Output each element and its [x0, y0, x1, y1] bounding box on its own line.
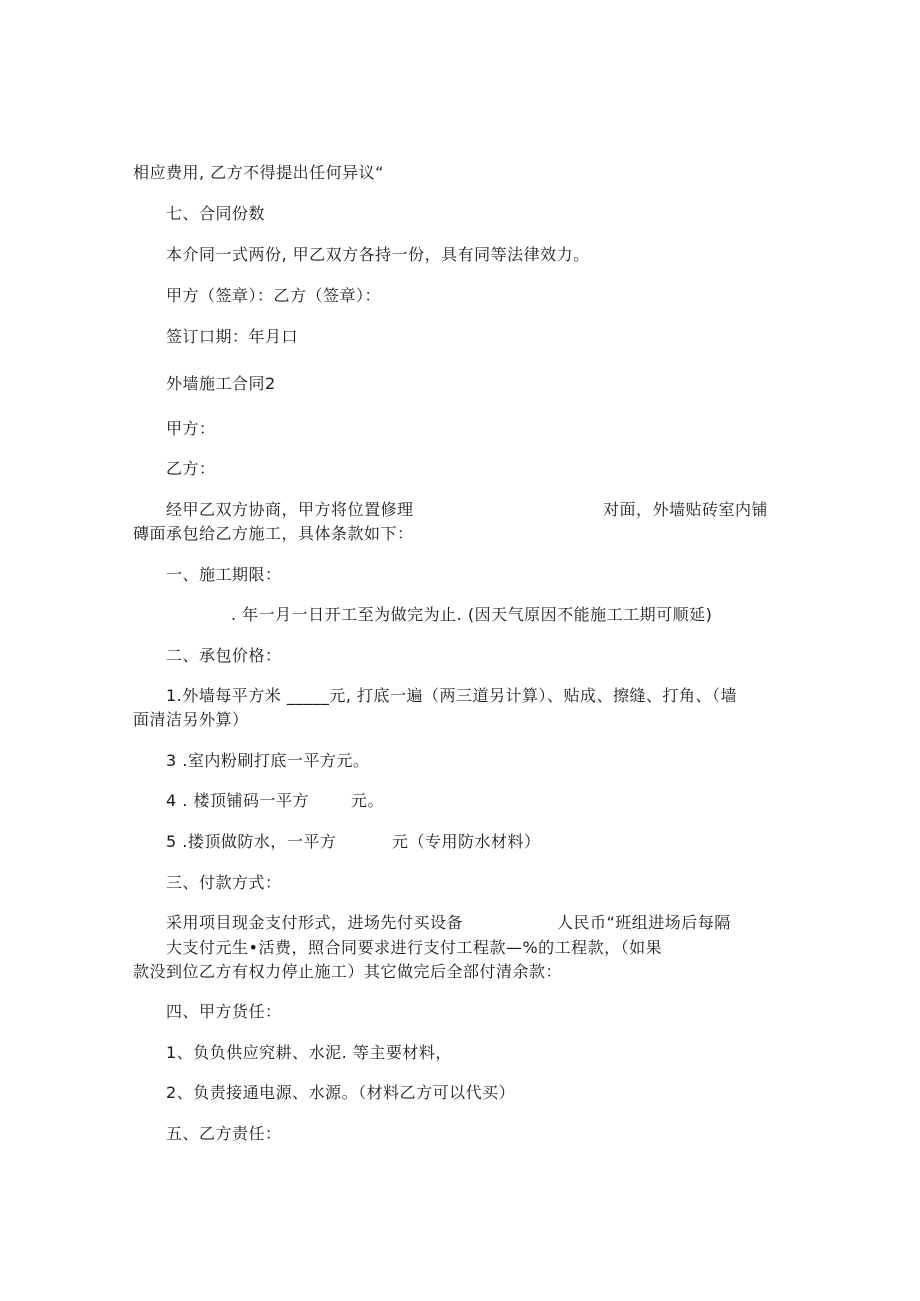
section-heading: 五、乙方责任：	[166, 1124, 282, 1143]
text-line: 采用项目现金支付形式，进场先付买设备	[166, 913, 464, 932]
party-a-label: 甲方：	[166, 419, 216, 438]
signature-line: 甲方（签章）：乙方（签章）：	[166, 286, 382, 305]
text-line: 元（专用防水材料）	[392, 832, 541, 851]
section-heading: 一、施工期限：	[166, 565, 282, 584]
sign-date-line: 签订口期：年月口	[166, 327, 299, 346]
text-line: 2、负责接通电源、水源。（材料乙方可以代买）	[166, 1083, 516, 1102]
text-line: . 年一月一日开工至为做完为止. (因天气原因不能施工工期可顺延)	[231, 605, 713, 624]
text-line: 本介同一式两份, 甲乙双方各持一份，具有同等法律效力。	[166, 245, 590, 264]
text-line: 对面，外墙贴砖室内铺	[603, 500, 769, 519]
party-b-label: 乙方：	[166, 459, 216, 478]
text-line: 面清洁另外算）	[133, 710, 249, 729]
text-line: 人民币“班组进场后每隔	[557, 913, 731, 932]
section-heading: 二、承包价格：	[166, 646, 282, 665]
text-line: 4 . 楼顶铺码一平方	[166, 791, 309, 810]
text-line: 款没到位乙方有权力停止施工）其它做完后全部付清余款：	[133, 962, 563, 981]
section-heading: 七、合同份数	[166, 204, 266, 223]
text-line: 磚面承包给乙方施工，具体条款如下：	[133, 524, 414, 543]
section-heading: 三、付款方式：	[166, 873, 282, 892]
text-line: 5 .搂顶做防水，一平方	[166, 832, 337, 851]
text-line: 元。	[351, 791, 385, 810]
text-line: 大支付元生•活费，照合同要求进行支付工程款—%的工程款，（如果	[166, 938, 663, 957]
text-line: 3 .室内粉刷打底一平方元。	[166, 751, 370, 770]
text-line: 1、负负供应究耕、水泥. 等主要材料，	[166, 1043, 452, 1062]
text-line: 经甲乙双方协商，甲方将位置修理	[166, 500, 414, 519]
text-line: 1.外墙每平方米 _____元, 打底一遍（两三道另计算）、贴成、擦缝、打角、（墙	[166, 686, 738, 705]
document-title: 外墙施工合同2	[166, 374, 276, 393]
section-heading: 四、甲方货任：	[166, 1002, 282, 1021]
text-line: 相应费用, 乙方不得提出任何异议“	[133, 163, 384, 182]
